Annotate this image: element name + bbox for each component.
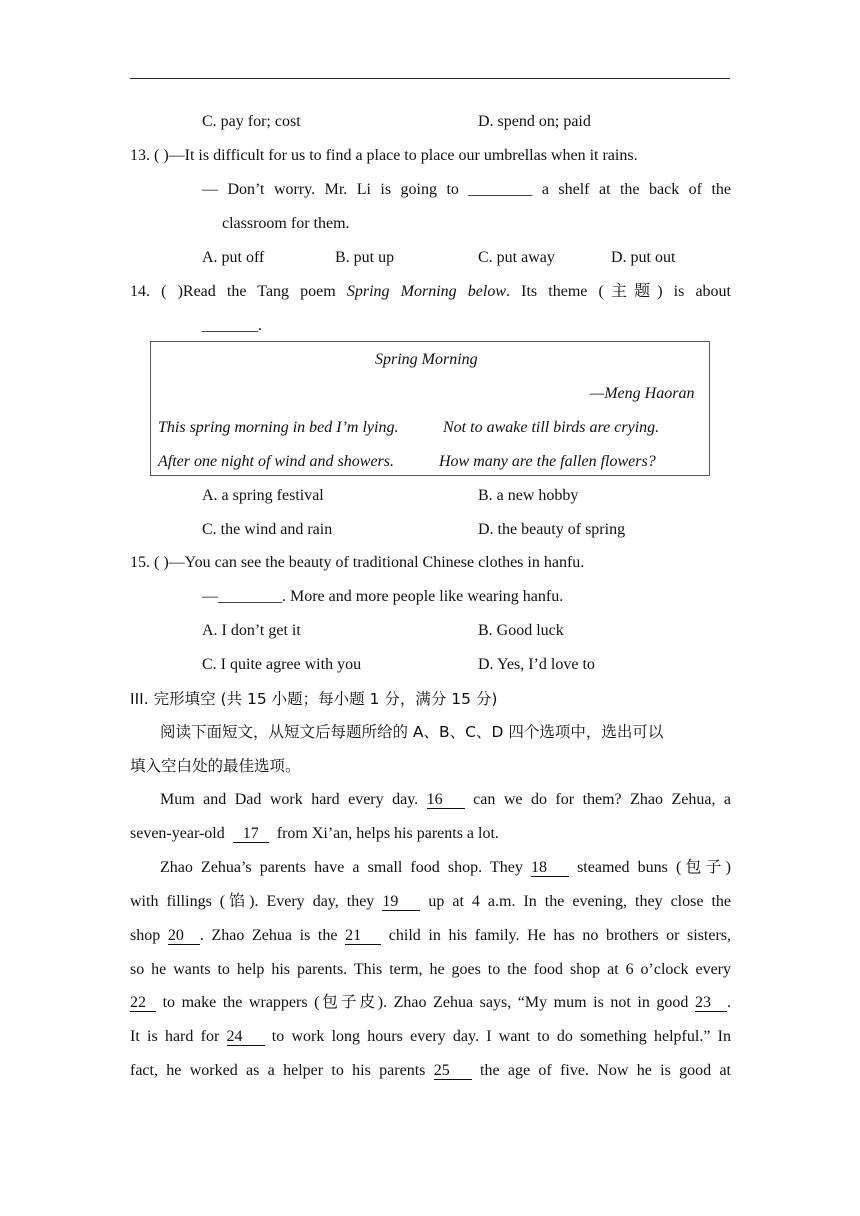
q14-option-c: C. the wind and rain [202, 521, 333, 538]
section-instructions-line1: 阅读下面短文，从短文后每题所给的 A、B、C、D 四个选项中，选出可以 [160, 723, 664, 741]
blank-21: 21 [345, 927, 381, 945]
q13-option-b: B. put up [335, 249, 395, 266]
passage-text: child in his family. He has no brothers or sisters, [388, 927, 732, 944]
blank-16: 16 [427, 791, 465, 809]
passage-text: to work long hours every day. I want to do something helpful.” In [271, 1028, 731, 1045]
passage-text: with fillings (馅). Every day, they [130, 893, 375, 910]
passage-text: the age of five. Now he is good at [480, 1062, 731, 1079]
passage-line [160, 790, 731, 810]
q13-reply-line2: classroom for them. [222, 215, 350, 232]
poem-line-2b: How many are the fallen flowers? [439, 453, 656, 470]
q15-option-d: D. Yes, I’d love to [478, 656, 595, 673]
passage-text: up at 4 a.m. In the evening, they close the [428, 893, 731, 910]
passage-text: shop [130, 927, 161, 944]
passage-text: . [727, 994, 731, 1011]
passage-text: steamed buns (包子) [577, 859, 731, 876]
blank-22: 22 [130, 994, 156, 1012]
poem-author: —Meng Haoran [590, 385, 695, 402]
q14-option-b: B. a new hobby [478, 487, 579, 504]
passage-text: to make the wrappers (包子皮). Zhao Zehua says, “My mum is not in good [162, 994, 689, 1011]
q13-option-a: A. put off [202, 249, 265, 266]
q13-option-d: D. put out [611, 249, 676, 266]
passage-text: from Xi’an, helps his parents a lot. [276, 825, 499, 842]
passage-line [130, 824, 499, 844]
q13-option-c: C. put away [478, 249, 555, 266]
q12-option-c: C. pay for; cost [202, 113, 301, 130]
passage-line [130, 1027, 731, 1047]
passage-line [130, 993, 731, 1013]
q14-stem-start: 14. ( )Read the Tang poem [130, 283, 347, 300]
q15-stem: 15. ( )—You can see the beauty of traditional Chinese clothes in hanfu. [130, 554, 585, 571]
poem-line-1b: Not to awake till birds are crying. [443, 419, 660, 436]
q13-reply-line1: — Don’t worry. Mr. Li is going to ________ a shelf at the back of the [202, 181, 731, 198]
blank-18: 18 [531, 859, 569, 877]
passage-text: seven-year-old [130, 825, 225, 842]
header-rule [130, 78, 730, 79]
passage-text: It is hard for [130, 1028, 220, 1045]
poem-line-1a: This spring morning in bed I’m lying. [158, 419, 399, 436]
blank-24: 24 [227, 1028, 265, 1046]
section-heading: III. 完形填空 (共 15 小题；每小题 1 分，满分 15 分) [130, 690, 498, 708]
passage-text: can we do for them? Zhao Zehua, a [473, 791, 732, 808]
blank-25: 25 [434, 1062, 472, 1080]
q14-option-a: A. a spring festival [202, 487, 324, 504]
passage-line [130, 926, 731, 946]
q15-option-a: A. I don’t get it [202, 622, 301, 639]
q15-reply: —________. More and more people like wearing hanfu. [202, 588, 564, 605]
passage-text: Zhao Zehua’s parents have a small food shop. They [160, 859, 523, 876]
section-instructions-line2: 填入空白处的最佳选项。 [130, 757, 301, 775]
poem-line-2a: After one night of wind and showers. [158, 453, 394, 470]
q15-option-b: B. Good luck [478, 622, 564, 639]
passage-text: fact, he worked as a helper to his parents [130, 1062, 426, 1079]
q14-option-d: D. the beauty of spring [478, 521, 626, 538]
poem-title: Spring Morning [375, 351, 478, 368]
passage-line [160, 858, 731, 878]
blank-23: 23 [695, 994, 727, 1012]
q14-stem [130, 282, 731, 302]
q14-stem-end: . Its theme (主题) is about [506, 283, 732, 300]
q14-poem-ref: Spring Morning below [346, 283, 507, 300]
passage-line [130, 1061, 731, 1081]
q15-option-c: C. I quite agree with you [202, 656, 362, 673]
q13-stem: 13. ( )—It is difficult for us to find a place to place our umbrellas when it rains. [130, 147, 638, 164]
q14-stem-line2: _______. [202, 317, 262, 334]
passage-line [130, 892, 731, 912]
passage-text: Mum and Dad work hard every day. [160, 791, 419, 808]
passage-text: . Zhao Zehua is the [199, 927, 338, 944]
blank-20: 20 [168, 927, 200, 945]
blank-17: 17 [233, 825, 269, 843]
blank-19: 19 [382, 893, 420, 911]
passage-line: so he wants to help his parents. This term, he goes to the food shop at 6 o’clock every [130, 961, 731, 978]
q12-option-d: D. spend on; paid [478, 113, 591, 130]
